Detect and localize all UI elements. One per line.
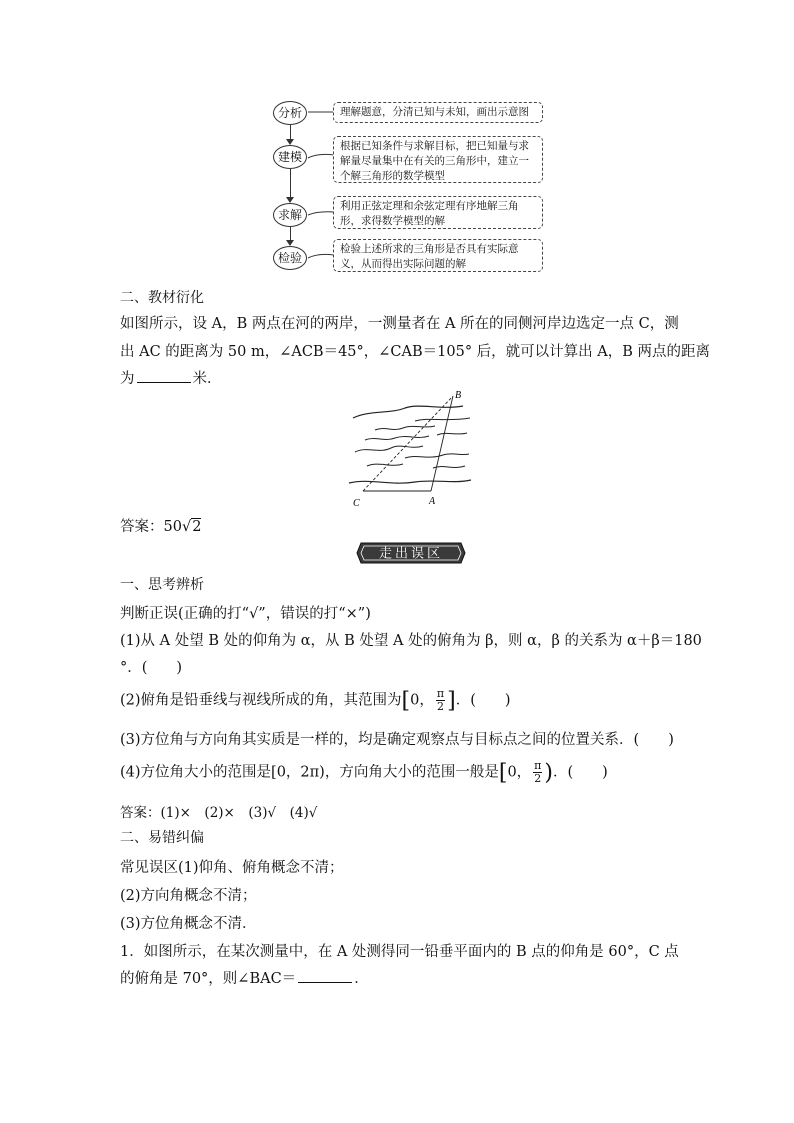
fraction-denominator: 2 — [534, 772, 542, 785]
question-2-text: (2)俯角是铅垂线与视线所成的角，其范围为 — [120, 692, 402, 709]
question-2-tail: ．( ) — [455, 692, 511, 709]
fraction-numerator: π — [534, 759, 542, 772]
bracket-right-open: ) — [544, 760, 553, 786]
fraction — [436, 688, 445, 713]
flow-arrow-line — [290, 125, 291, 139]
problem-text-line: 1．如图所示，在某次测量中，在 A 处测得同一铅垂平面内的 B 点的仰角是 60°，C 点 — [120, 944, 679, 960]
river-figure — [345, 388, 475, 510]
fraction — [533, 760, 542, 785]
flow-desc-analyze: 理解题意，分清已知与未知，画出示意图 — [333, 102, 543, 123]
flow-connectors — [306, 95, 336, 275]
answer-prefix: 答案： — [120, 519, 164, 535]
answer-blank — [137, 368, 191, 383]
question-4-text: (4)方位角大小的范围是[0，2π)，方向角大小的范围一般是 — [120, 764, 499, 781]
problem-text-fragment: 米． — [192, 371, 222, 387]
figure-label-b: B — [455, 390, 462, 401]
answer-line: 答案：(1)× (2)× (3)√ (4)√ — [120, 805, 318, 821]
banner-text: 走出误区 — [378, 546, 444, 562]
instruction-text: 判断正误(正确的打“√”，错误的打“×”) — [120, 606, 371, 622]
flow-desc-solve: 利用正弦定理和余弦定理有序地解三角形，求得数学模型的解 — [333, 196, 543, 229]
common-error-line: (2)方向角概念不清； — [120, 888, 257, 904]
problem-text-line: 如图所示，设 A，B 两点在河的两岸，一测量者在 A 所在的同侧河岸边选定一点 C，测 — [120, 316, 679, 332]
section-heading-textbook: 二、教材衍化 — [120, 290, 204, 306]
figure-label-a: A — [429, 496, 436, 507]
question-2 — [120, 688, 511, 714]
section-heading-errors: 二、易错纠偏 — [120, 830, 204, 846]
flow-arrow-line — [290, 169, 291, 197]
flow-arrow-head — [286, 139, 294, 145]
flow-arrow-line — [290, 227, 291, 240]
common-error-line: 常见误区(1)仰角、俯角概念不清； — [120, 860, 344, 876]
interval-left: 0， — [410, 692, 434, 709]
flow-arrow-head — [286, 240, 294, 246]
question-1-line: (1)从 A 处望 B 处的仰角为 α，从 B 处望 A 处的俯角为 β，则 α，β 的关系为 α＋β＝180 — [120, 633, 702, 649]
problem-text-line: 出 AC 的距离为 50 m，∠ACB＝45°，∠CAB＝105° 后，就可以计算出 A，B 两点的距离 — [120, 344, 711, 360]
problem-text-fragment: 为 — [120, 371, 135, 387]
fraction-denominator: 2 — [436, 700, 444, 713]
flow-desc-model: 根据已知条件与求解目标，把已知量与求解量尽量集中在有关的三角形中，建立一个解三角形的数学模型 — [333, 136, 543, 183]
sqrt-radicand: 2 — [192, 519, 202, 535]
problem-text-fragment: ． — [354, 971, 369, 987]
common-error-line: (3)方位角概念不清． — [120, 916, 257, 932]
problem-text-line — [120, 367, 222, 388]
figure-label-c: C — [353, 498, 360, 509]
flow-node-model: 建模 — [273, 145, 307, 169]
section-heading-think: 一、思考辨析 — [120, 577, 204, 593]
flow-node-check: 检验 — [273, 246, 307, 270]
answer-coefficient: 50 — [163, 519, 182, 535]
question-4 — [120, 760, 608, 786]
bracket-left: [ — [401, 688, 411, 714]
problem-text-line — [120, 967, 369, 988]
flow-desc-check: 检验上述所求的三角形是否具有实际意义，从而得出实际问题的解 — [333, 239, 543, 272]
bracket-left: [ — [498, 760, 508, 786]
section-banner — [355, 541, 467, 565]
answer-blank — [298, 968, 352, 983]
problem-text-fragment: 的俯角是 70°，则∠BAC＝ — [120, 971, 297, 987]
sqrt-symbol: √2 — [181, 519, 202, 535]
bracket-right: ] — [447, 688, 456, 714]
question-1-line: °．( ) — [120, 660, 183, 676]
question-4-tail: ．( ) — [553, 764, 608, 781]
interval-left: 0， — [507, 764, 532, 781]
answer-line — [120, 515, 201, 536]
flow-arrow-head — [286, 197, 294, 203]
fraction-numerator: π — [436, 687, 445, 700]
flow-node-analyze: 分析 — [273, 101, 307, 125]
question-3: (3)方位角与方向角其实质是一样的，均是确定观察点与目标点之间的位置关系．( ) — [120, 732, 674, 748]
flow-node-solve: 求解 — [273, 203, 307, 227]
